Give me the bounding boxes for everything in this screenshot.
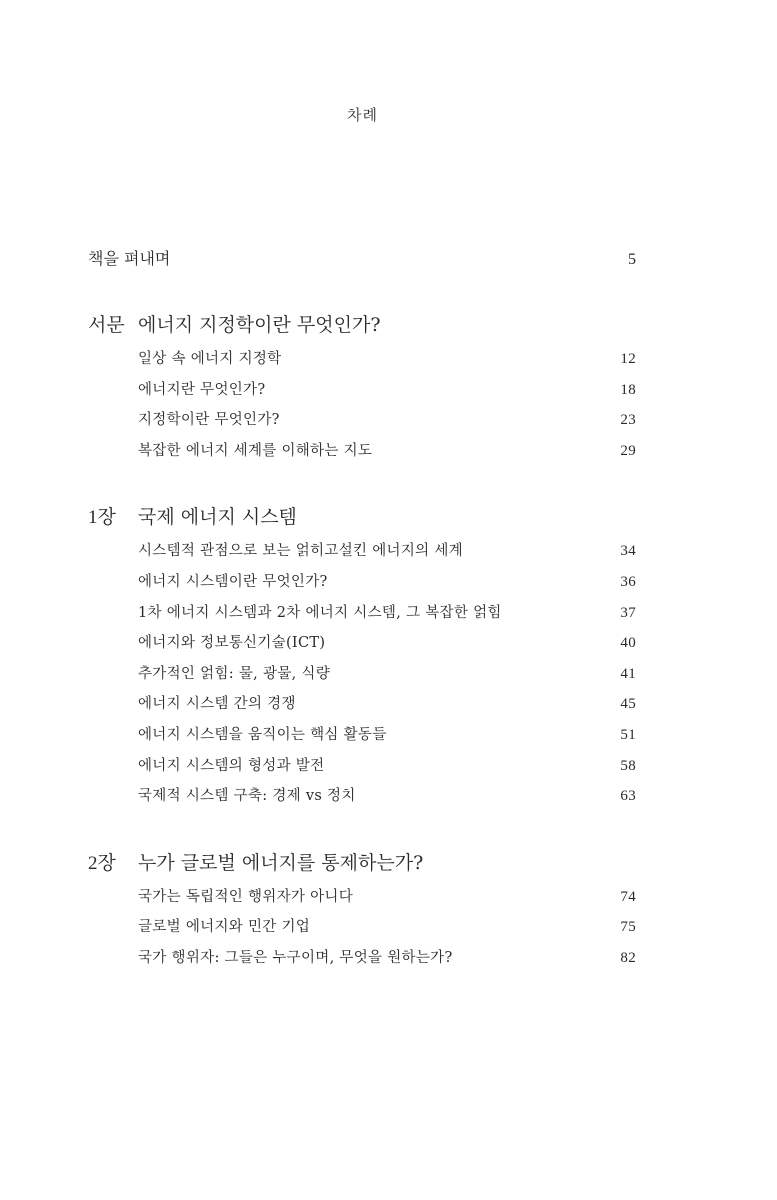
toc-section[interactable]	[88, 751, 636, 782]
toc-section[interactable]	[88, 720, 636, 751]
section-page-number: 82	[620, 949, 636, 966]
page-title: 차례	[347, 106, 378, 124]
chapter-2	[88, 844, 636, 974]
entry-page-number: 5	[628, 251, 636, 268]
toc-section[interactable]	[88, 598, 636, 629]
chapter-intro	[88, 306, 636, 466]
toc-section[interactable]	[88, 405, 636, 436]
section-page-number: 63	[620, 788, 636, 805]
toc-section[interactable]	[88, 344, 636, 375]
toc-section[interactable]	[88, 567, 636, 598]
section-title: 1차 에너지 시스템과 2차 에너지 시스템, 그 복잡한 얽힘	[138, 604, 502, 621]
toc-section[interactable]	[88, 436, 636, 467]
chapter-label: 서문	[88, 315, 125, 336]
section-title: 국제적 시스템 구축: 경제 vs 정치	[138, 788, 356, 805]
section-page-number: 45	[620, 696, 636, 713]
section-page-number: 58	[620, 757, 636, 774]
section-page-number: 51	[620, 726, 636, 743]
toc-section[interactable]	[88, 912, 636, 943]
section-page-number: 36	[620, 573, 636, 590]
table-of-contents	[88, 244, 636, 1006]
toc-section[interactable]	[88, 628, 636, 659]
section-title: 일상 속 에너지 지정학	[138, 351, 282, 367]
section-title: 복잡한 에너지 세계를 이해하는 지도	[138, 442, 373, 459]
section-page-number: 40	[620, 635, 636, 652]
section-title: 지정학이란 무엇인가?	[138, 412, 280, 429]
section-title: 에너지 시스템의 형성과 발전	[138, 757, 325, 774]
toc-section[interactable]	[88, 781, 636, 812]
section-page-number: 74	[620, 888, 636, 905]
section-page-number: 18	[620, 381, 636, 398]
toc-section[interactable]	[88, 882, 636, 913]
section-title: 글로벌 에너지와 민간 기업	[138, 919, 311, 936]
toc-section[interactable]	[88, 943, 636, 974]
toc-section[interactable]	[88, 536, 636, 567]
section-page-number: 12	[620, 351, 636, 367]
section-page-number: 75	[620, 919, 636, 936]
section-title: 에너지 시스템을 움직이는 핵심 활동들	[138, 726, 387, 743]
chapter-title: 국제 에너지 시스템	[138, 506, 297, 529]
chapter-title: 누가 글로벌 에너지를 통제하는가?	[138, 851, 424, 874]
section-page-number: 37	[620, 604, 636, 621]
entry-title: 책을 펴내며	[88, 249, 171, 268]
chapter-heading[interactable]	[88, 306, 636, 344]
chapter-label: 2장	[88, 852, 116, 874]
section-page-number: 29	[620, 442, 636, 459]
toc-section[interactable]	[88, 659, 636, 690]
section-page-number: 34	[620, 543, 636, 560]
section-page-number: 41	[620, 665, 636, 682]
section-title: 국가 행위자: 그들은 누구이며, 무엇을 원하는가?	[138, 949, 453, 966]
chapter-heading[interactable]	[88, 498, 636, 536]
toc-entry-preface[interactable]	[88, 244, 636, 274]
section-title: 에너지와 정보통신기술(ICT)	[138, 635, 326, 652]
toc-section[interactable]	[88, 689, 636, 720]
chapter-heading[interactable]	[88, 844, 636, 882]
chapter-1	[88, 498, 636, 811]
section-title: 에너지란 무엇인가?	[138, 381, 266, 398]
section-title: 에너지 시스템이란 무엇인가?	[138, 573, 328, 590]
section-title: 국가는 독립적인 행위자가 아니다	[138, 888, 354, 905]
section-title: 시스템적 관점으로 보는 얽히고설킨 에너지의 세계	[138, 543, 463, 560]
chapter-title: 에너지 지정학이란 무엇인가?	[138, 314, 381, 336]
chapter-label: 1장	[88, 507, 116, 529]
section-title: 에너지 시스템 간의 경쟁	[138, 696, 296, 713]
section-title: 추가적인 얽힘: 물, 광물, 식량	[138, 665, 331, 682]
toc-section[interactable]	[88, 375, 636, 406]
section-page-number: 23	[620, 412, 636, 429]
